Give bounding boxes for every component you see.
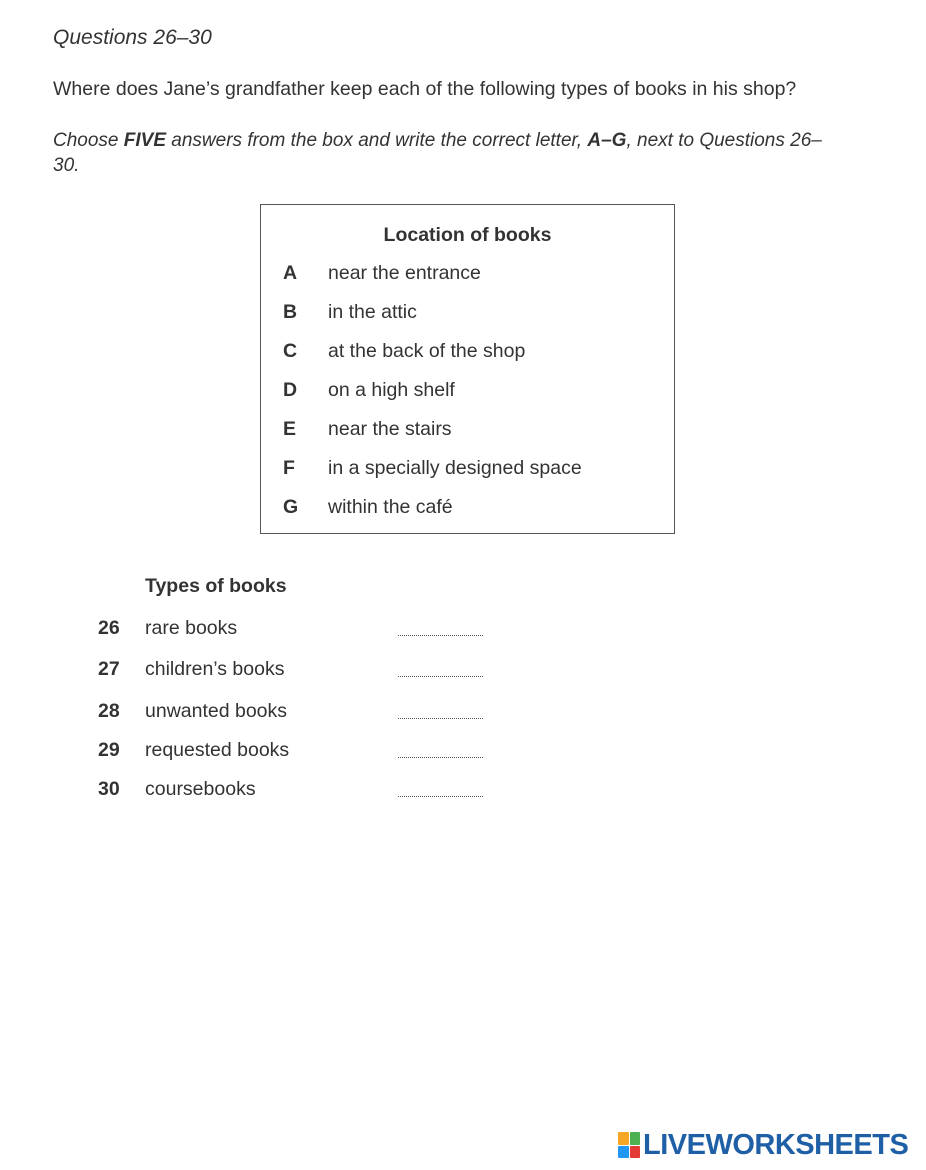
instruction-part-1: Choose [53, 130, 124, 151]
question-label: rare books [145, 617, 238, 639]
option-text: near the stairs [328, 418, 452, 440]
option-text: within the café [328, 496, 453, 518]
option-row-f [261, 457, 674, 485]
answer-blank[interactable] [398, 635, 483, 636]
question-number: 29 [98, 739, 120, 761]
question-row-27 [0, 658, 600, 686]
option-letter: F [283, 457, 295, 479]
question-text: Where does Jane’s grandfather keep each of the following types of books in his shop? [53, 78, 797, 100]
option-letter: B [283, 301, 298, 323]
instruction-part-3: , next to Questions 26–30. [53, 130, 822, 176]
option-letter: E [283, 418, 297, 440]
instruction-bold-five: FIVE [123, 130, 167, 151]
location-options-box [260, 204, 675, 534]
option-text: on a high shelf [328, 379, 455, 401]
instruction-text [53, 128, 833, 178]
question-row-26 [0, 617, 600, 645]
types-title: Types of books [145, 575, 287, 597]
option-text: near the entrance [328, 262, 481, 284]
question-number: 26 [98, 617, 120, 639]
option-text: at the back of the shop [328, 340, 526, 362]
box-title: Location of books [383, 224, 552, 246]
instruction-bold-range: A–G [587, 130, 627, 151]
option-row-d [261, 379, 674, 407]
answer-blank[interactable] [398, 718, 483, 719]
option-row-b [261, 301, 674, 329]
answer-blank[interactable] [398, 757, 483, 758]
question-number: 27 [98, 658, 120, 680]
option-letter: A [283, 262, 298, 284]
question-label: unwanted books [145, 700, 288, 722]
option-letter: G [283, 496, 299, 518]
question-label: children’s books [145, 658, 285, 680]
logo-square-icon [618, 1132, 629, 1145]
question-number: 30 [98, 778, 120, 800]
option-letter: D [283, 379, 298, 401]
question-label: requested books [145, 739, 290, 761]
option-text: in the attic [328, 301, 417, 323]
logo-square-icon [630, 1146, 641, 1159]
question-row-28 [0, 700, 600, 728]
logo-text: LIVEWORKSHEETS [643, 1128, 909, 1161]
option-row-a [261, 262, 674, 290]
answer-blank[interactable] [398, 676, 483, 677]
logo-square-icon [630, 1132, 641, 1145]
instruction-part-2: answers from the box and write the correct letter, [166, 130, 588, 151]
answer-blank[interactable] [398, 796, 483, 797]
option-row-g [261, 496, 674, 524]
question-row-30 [0, 778, 600, 806]
logo-square-icon [618, 1146, 629, 1159]
option-row-c [261, 340, 674, 368]
question-label: coursebooks [145, 778, 256, 800]
liveworksheets-logo-icon [618, 1132, 640, 1158]
option-text: in a specially designed space [328, 457, 582, 479]
option-row-e [261, 418, 674, 446]
question-row-29 [0, 739, 600, 767]
option-letter: C [283, 340, 298, 362]
liveworksheets-logo[interactable] [618, 1128, 908, 1162]
question-number: 28 [98, 700, 120, 722]
questions-heading: Questions 26–30 [53, 26, 212, 49]
